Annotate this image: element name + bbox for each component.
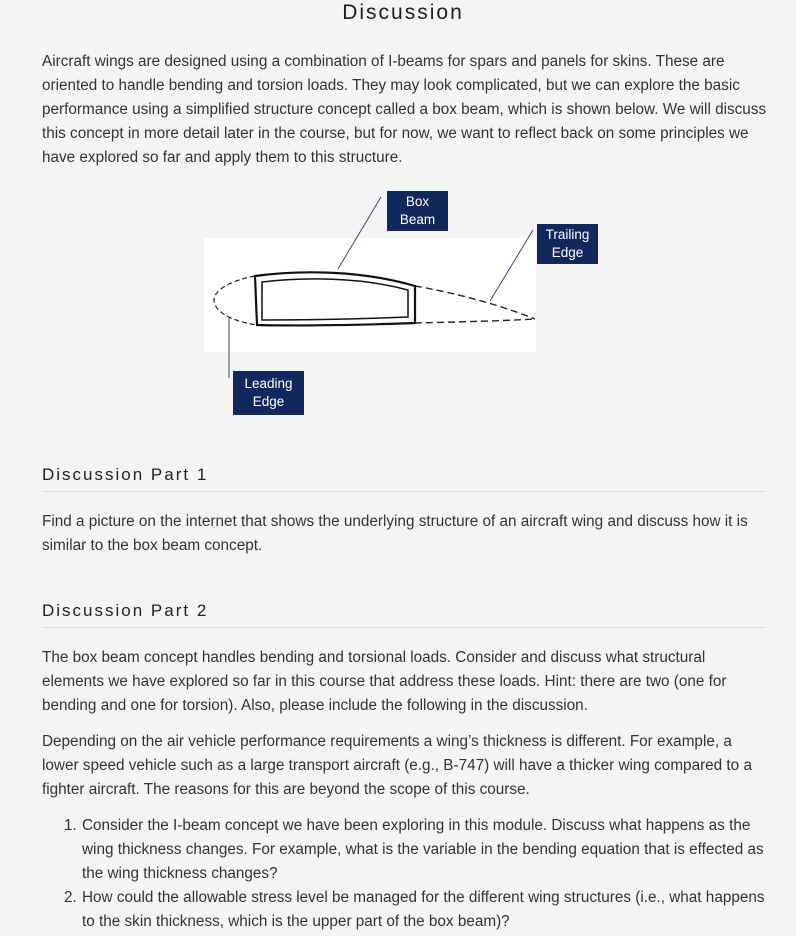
list-number: 1. (64, 817, 77, 834)
page-title: Discussion (342, 1, 464, 24)
list-text: Consider the I-beam concept we have been exploring in this module. Discuss what happens as the wing thickness changes. For example, what is the variable in the bending equation that is effected as the wing thickness changes? (82, 817, 764, 882)
list-text: How could the allowable stress level be managed for the different wing structures (i.e., what happens to the skin thickness, which is the upper part of the box beam)? (82, 889, 765, 930)
intro-paragraph: Aircraft wings are designed using a combination of I-beams for spars and panels for skins. These are oriented to handle bending and torsion loads. They may look complicated, but we can explore the basic performance using a simplified structure concept called a box beam, which is shown below. We will discuss this concept in more detail later in the course, but for now, we want to reflect back on some principles we have explored so far and apply them to this structure. (42, 53, 767, 166)
trailing-edge-label: Trailing Edge (537, 224, 598, 264)
part2-paragraph-2: Depending on the air vehicle performance requirements a wing’s thickness is different. For example, a lower speed vehicle such as a large transport aircraft (e.g., B-747) will have a thicker wing compared to a fighter aircraft. The reasons for this are beyond the scope of this course. (42, 733, 752, 798)
part2-paragraph-1: The box beam concept handles bending and torsional loads. Consider and discuss what structural elements we have explored so far in this course that address these loads. Hint: there are two (one for bending and one for torsion). Also, please include the following in the discussion. (42, 649, 727, 714)
list-item (42, 886, 766, 934)
part1-heading: Discussion Part 1 (42, 465, 766, 492)
box-beam-label: Box Beam (387, 191, 448, 231)
list-number: 2. (64, 889, 77, 906)
part1-text: Find a picture on the internet that shows the underlying structure of an aircraft wing and discuss how it is similar to the box beam concept. (42, 513, 748, 554)
list-item (42, 814, 766, 886)
question-list (42, 814, 766, 934)
leading-edge-label: Leading Edge (233, 371, 304, 415)
diagram-background (204, 238, 536, 352)
part2-heading: Discussion Part 2 (42, 601, 766, 628)
